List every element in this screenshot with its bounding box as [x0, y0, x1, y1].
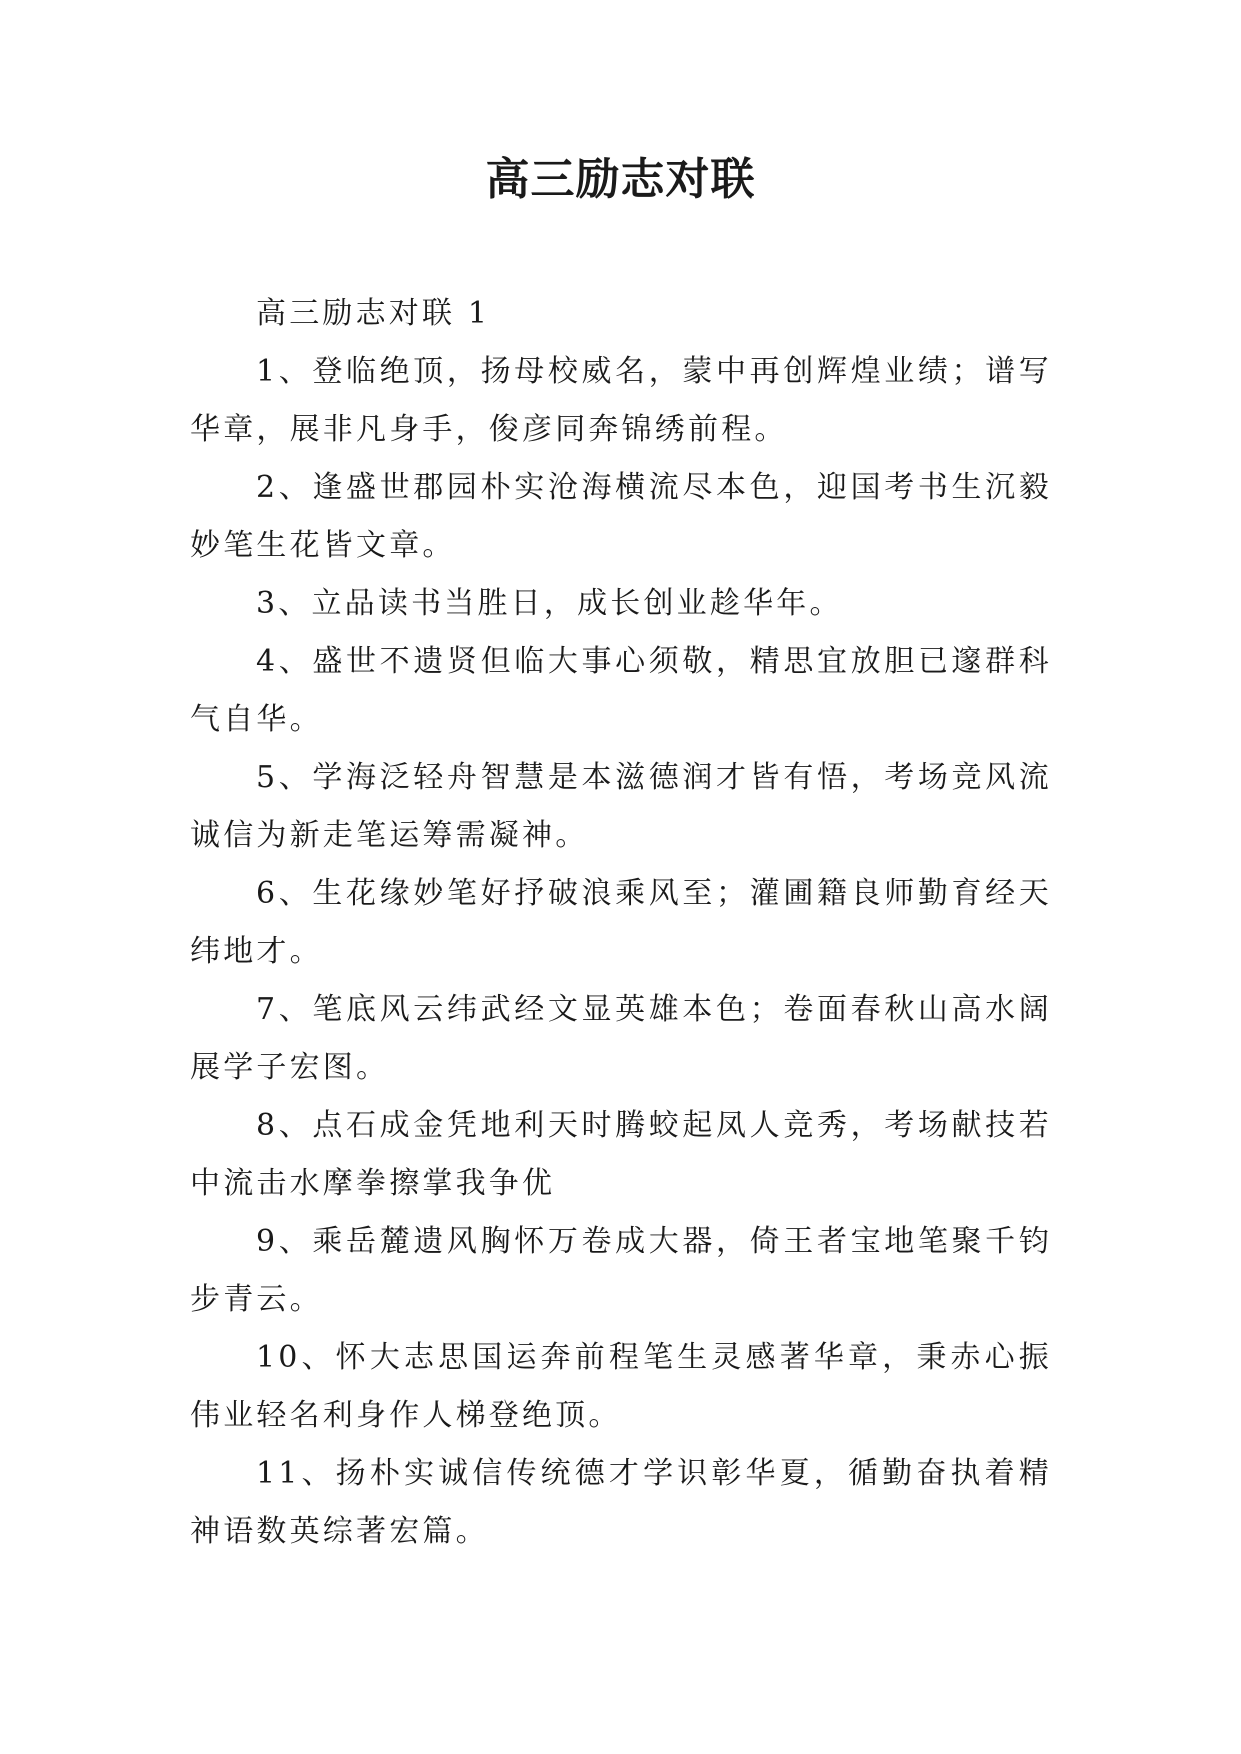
couplet-item-9: 9、乘岳麓遗风胸怀万卷成大器，倚王者宝地笔聚千钧步青云。: [190, 1224, 1052, 1317]
couplet-item-1: 1、登临绝顶，扬母校威名，蒙中再创辉煌业绩；谱写华章，展非凡身手，俊彦同奔锦绣前程。: [190, 354, 1052, 447]
document-title: 高三励志对联: [485, 154, 756, 205]
couplet-item-6: 6、生花缘妙笔好抒破浪乘风至；灌圃籍良师勤育经天纬地才。: [190, 876, 1052, 969]
document-body: [190, 285, 1052, 1561]
couplet-item-5: 5、学海泛轻舟智慧是本滋德润才皆有悟，考场竞风流诚信为新走笔运筹需凝神。: [190, 760, 1052, 853]
couplet-item-2: 2、逢盛世郡园朴实沧海横流尽本色，迎国考书生沉毅妙笔生花皆文章。: [190, 470, 1052, 563]
couplet-item-8: 8、点石成金凭地利天时腾蛟起凤人竞秀，考场献技若中流击水摩拳擦掌我争优: [190, 1108, 1052, 1201]
couplet-item-4: 4、盛世不遗贤但临大事心须敬，精思宜放胆已邃群科气自华。: [190, 644, 1052, 737]
couplet-item-10: 10、怀大志思国运奔前程笔生灵感著华章，秉赤心振伟业轻名利身作人梯登绝顶。: [190, 1340, 1052, 1433]
couplet-item-11: 11、扬朴实诚信传统德才学识彰华夏，循勤奋执着精神语数英综著宏篇。: [190, 1456, 1052, 1549]
couplet-item-7: 7、笔底风云纬武经文显英雄本色；卷面春秋山高水阔展学子宏图。: [190, 992, 1052, 1085]
couplet-item-3: 3、立品读书当胜日，成长创业趁华年。: [256, 586, 843, 621]
section-heading: 高三励志对联 1: [256, 296, 491, 331]
